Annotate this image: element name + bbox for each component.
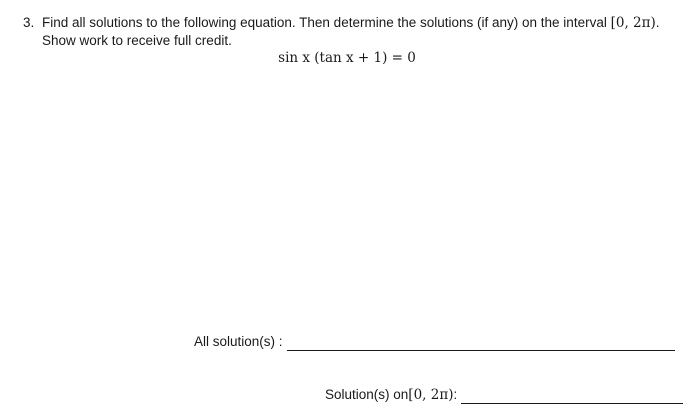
question-line2-text: Show work to receive full credit. — [42, 33, 232, 48]
question-line1-text: Find all solutions to the following equation. Then determine the solutions (if any) on the interval — [42, 15, 611, 30]
question-line1-end: . — [655, 15, 660, 30]
all-solutions-label: All solution(s) : — [194, 334, 283, 349]
equation-expression: sin x (tan x + 1) = 0 — [278, 50, 416, 66]
interval-solutions-row — [325, 386, 683, 404]
interval-solutions-blank[interactable] — [461, 389, 683, 404]
interval-solutions-label-prefix: Solution(s) on — [325, 387, 409, 402]
question-interval: [0, 2π) — [610, 15, 656, 31]
question-prompt — [42, 14, 682, 50]
equation — [0, 49, 700, 67]
all-solutions-row — [194, 333, 675, 351]
interval-solutions-label-interval: [0, 2π) — [408, 387, 454, 403]
question-number: 3. — [23, 15, 35, 30]
interval-solutions-label-suffix: : — [453, 387, 458, 402]
all-solutions-blank[interactable] — [287, 336, 675, 351]
